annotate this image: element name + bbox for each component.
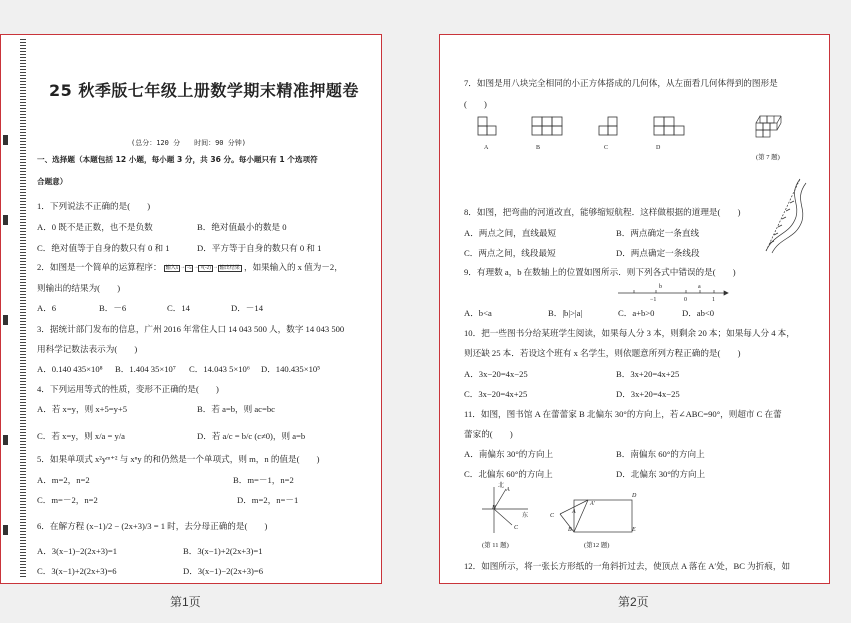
fig-label: A	[506, 487, 510, 493]
question-stem-cont: ( )	[464, 99, 487, 109]
option: B．|b|>|a|	[548, 308, 583, 318]
question-stem: 2．如图是一个简单的运算程序： 输入x → -5 → ×(-2) → 输出结果 ，如果输入的 x 值为－2，	[37, 262, 343, 272]
q11-compass-figure	[482, 485, 542, 537]
axis-label: 0	[684, 297, 687, 303]
section-heading: 一、选择题（本题包括 12 小题，每小题 3 分，共 36 分。每小题只有 1 个选项符 合题意）	[37, 155, 318, 186]
option: A．两点之间，直线最短	[464, 228, 557, 238]
binding-mark	[3, 435, 8, 445]
option: D．两点确定一条线段	[616, 248, 700, 258]
option: C．3x−20=4x+25	[464, 389, 528, 399]
binding-mark	[3, 315, 8, 325]
page-1-label: 第1页	[170, 595, 201, 609]
option: A．3(x−1)−2(2x+3)=1	[37, 546, 118, 556]
fig-label: 东	[522, 513, 529, 519]
program-box: -5	[187, 265, 192, 271]
fig-label: C	[550, 513, 555, 519]
option: B．m=－1，n=2	[233, 475, 294, 485]
figure-caption: (第12 题)	[584, 542, 610, 549]
axis-label: a	[698, 284, 701, 290]
fig-label: A′	[590, 501, 595, 507]
figure-caption: (第 7 题)	[756, 154, 780, 161]
option: D．m=2，n=－1	[237, 495, 299, 505]
question-stem: 6．在解方程 (x−1)/2 − (2x+3)/3 = 1 时，去分母正确的是( )	[37, 521, 268, 531]
question-stem: 7．如图是用八块完全相同的小正方体搭成的几何体，从左面看几何体得到的图形是	[464, 78, 778, 88]
option: C．m=－2，n=2	[37, 495, 98, 505]
question-stem: 4．下列运用等式的性质，变形不正确的是( )	[37, 384, 219, 394]
question-stem-cont: 则还缺 25 本．若设这个班有 x 名学生，则依题意所列方程正确的是( )	[464, 348, 741, 358]
question-stem: 3．据统计部门发布的信息，广州 2016 年常住人口 14 043 500 人，数字 14 043 500	[37, 324, 345, 334]
option: A．0 既不是正数，也不是负数	[37, 222, 153, 232]
option: D．140.435×10⁵	[261, 364, 321, 374]
question-stem: 9．有理数 a，b 在数轴上的位置如图所示．则下列各式中错误的是( )	[464, 267, 736, 277]
question-stem: 11．如图，图书馆 A 在蕾蕾家 B 北偏东 30°的方向上，若∠ABC=90°，则超市 C 在蕾	[464, 409, 782, 419]
fig-label: A	[572, 509, 576, 515]
page-1[interactable]	[0, 34, 382, 584]
option: C	[604, 145, 609, 151]
q8-river-figure	[760, 173, 810, 257]
fig-label: B	[492, 505, 496, 511]
option: D．北偏东 30°的方向上	[616, 469, 706, 479]
q7-solid-figure	[750, 111, 790, 143]
program-box: 输出结果	[219, 265, 240, 271]
option: A．m=2，n=2	[37, 475, 90, 485]
question-stem: 5．如果单项式 x²yᵐ⁺² 与 xⁿy 的和仍然是一个单项式，则 m，n 的值是( )	[37, 454, 320, 464]
binding-mark	[3, 215, 8, 225]
fig-label: 北	[498, 483, 505, 489]
option: B．－6	[99, 303, 127, 313]
axis-label: b	[659, 284, 662, 290]
option: D．3(x−1)−2(2x+3)=6	[183, 566, 264, 576]
option: B．绝对值最小的数是 0	[197, 222, 287, 232]
option: B．若 a=b，则 ac=bc	[197, 404, 275, 414]
option: B．3(x−1)+2(2x+3)=1	[183, 546, 263, 556]
page-2[interactable]	[439, 34, 830, 584]
option: D．3x+20=4x−25	[616, 389, 680, 399]
option: A．南偏东 30°的方向上	[464, 449, 554, 459]
option: C．3(x−1)+2(2x+3)=6	[37, 566, 117, 576]
option: C．若 x=y，则 x/a = y/a	[37, 431, 125, 441]
option: A．0.140 435×10⁸	[37, 364, 103, 374]
fig-label: D	[632, 493, 637, 499]
option: A．3x−20=4x−25	[464, 369, 528, 379]
binding-mark	[3, 525, 8, 535]
axis-label: 1	[712, 297, 715, 303]
binding-strip	[1, 35, 29, 583]
question-stem: 8．如图，把弯曲的河道改直，能够缩短航程．这样做根据的道理是( )	[464, 207, 741, 217]
option: C．两点之间，线段最短	[464, 248, 556, 258]
option: C．14.043 5×10⁶	[189, 364, 250, 374]
program-box: 输入x	[165, 265, 179, 271]
question-stem: 1．下列说法不正确的是( )	[37, 201, 151, 211]
exam-title: 25 秋季版七年级上册数学期末精准押题卷	[49, 81, 359, 100]
option: B．南偏东 60°的方向上	[616, 449, 705, 459]
option: D．－14	[231, 303, 263, 313]
option: B．3x+20=4x+25	[616, 369, 680, 379]
page-2-label: 第2页	[618, 595, 649, 609]
option: B	[536, 145, 541, 151]
option: C．北偏东 60°的方向上	[464, 469, 553, 479]
q9-number-line	[614, 283, 734, 307]
question-stem-cont: 蕾家的( )	[464, 429, 513, 439]
option: A	[484, 145, 489, 151]
question-stem: 10．把一些图书分给某班学生阅读，如果每人分 3 本，则剩余 20 本；如果每人分 4 本，	[464, 328, 795, 338]
option: C．a+b>0	[618, 308, 655, 318]
option: A．b<a	[464, 308, 492, 318]
option: D	[656, 145, 661, 151]
question-stem-cont: 用科学记数法表示为( )	[37, 344, 138, 354]
option: D．平方等于自身的数只有 0 和 1	[197, 243, 322, 253]
fig-label: C	[514, 525, 519, 531]
option: B．两点确定一条直线	[616, 228, 700, 238]
figure-caption: (第 11 题)	[482, 542, 509, 549]
option: C．14	[167, 303, 190, 313]
binding-dots	[20, 39, 26, 579]
q7-options-figure	[474, 115, 704, 141]
program-box: ×(-2)	[200, 265, 211, 271]
option: C．绝对值等于自身的数只有 0 和 1	[37, 243, 170, 253]
q12-fold-figure	[554, 498, 638, 536]
question-stem-cont: 则输出的结果为( )	[37, 283, 121, 293]
option: A．6	[37, 303, 57, 313]
binding-mark	[3, 135, 8, 145]
option: D．ab<0	[682, 308, 715, 318]
axis-label: −1	[650, 297, 657, 303]
fig-label: B	[568, 527, 572, 533]
question-stem: 12．如图所示，将一张长方形纸的一角斜折过去，使顶点 A 落在 A′处，BC 为折痕，如	[464, 561, 791, 571]
option: B．1.404 35×10⁷	[115, 364, 176, 374]
exam-subtitle: (总分：120 分 时间：90 分钟)	[131, 139, 246, 147]
option: A．若 x=y，则 x+5=y+5	[37, 404, 128, 414]
option: D．若 a/c = b/c (c≠0)，则 a=b	[197, 431, 306, 441]
fig-label: E	[632, 527, 636, 533]
